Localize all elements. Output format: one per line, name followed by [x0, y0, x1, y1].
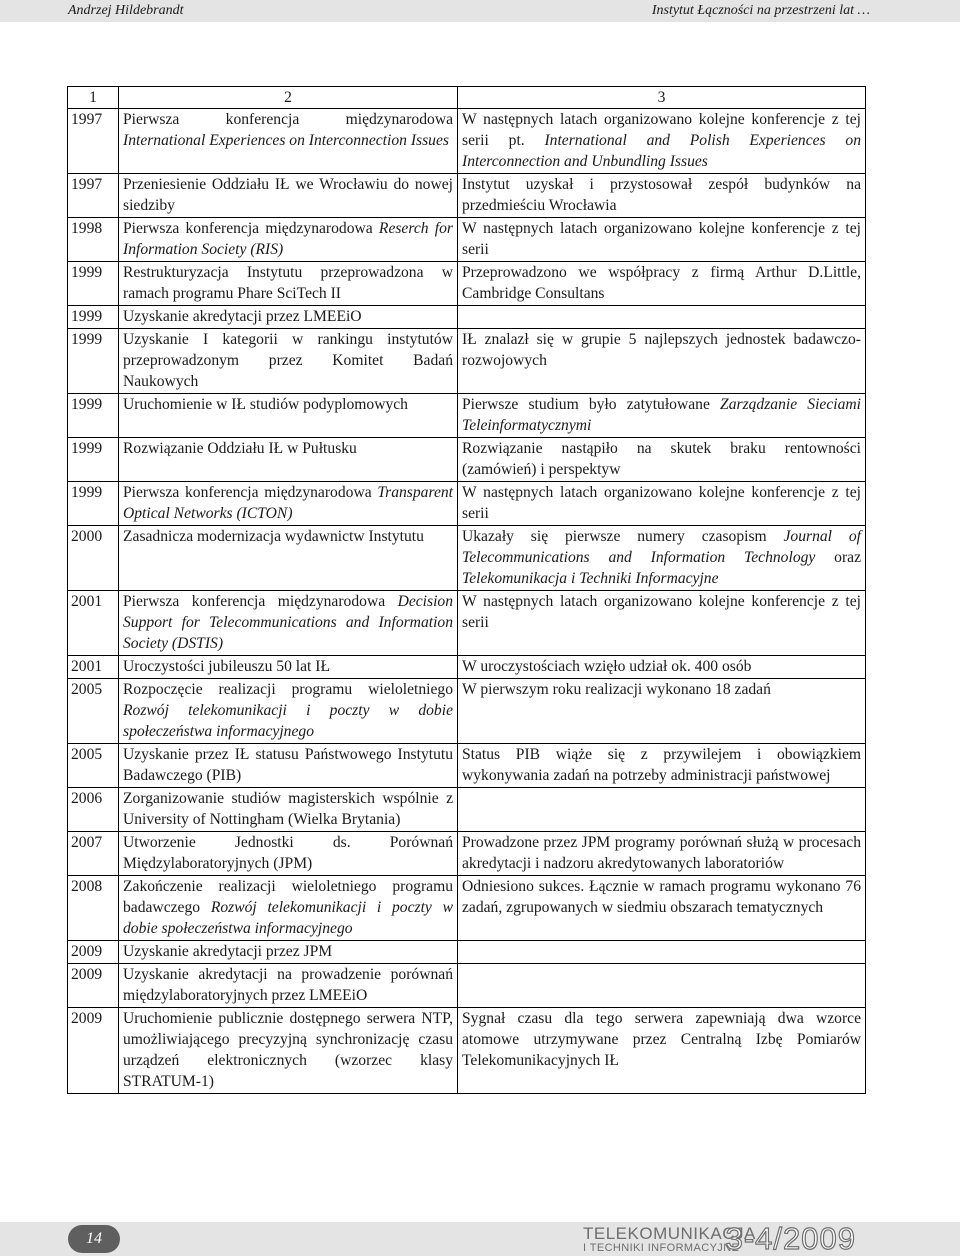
row-remark: W następnych latach organizowano kolejne konferencje z tej serii	[458, 218, 866, 262]
table-row	[68, 876, 866, 941]
row-remark	[458, 306, 866, 329]
row-event: Utworzenie Jednostki ds. Porównań Międzylaboratoryjnych (JPM)	[119, 832, 458, 876]
row-remark: Instytut uzyskał i przystosował zespół budynków na przedmieściu Wrocławia	[458, 174, 866, 218]
row-event: Pierwsza konferencja międzynarodowa Reserch for Information Society (RIS)	[119, 218, 458, 262]
row-remark: Odniesiono sukces. Łącznie w ramach programu wykonano 76 zadań, zgrupowanych w siedmiu obszarach tematycznych	[458, 876, 866, 941]
row-year: 1998	[68, 218, 119, 262]
page-footer	[0, 1222, 960, 1256]
row-year: 2005	[68, 744, 119, 788]
row-event: Uzyskanie I kategorii w rankingu instytutów przeprowadzonym przez Komitet Badań Naukowych	[119, 329, 458, 394]
row-year: 2000	[68, 526, 119, 591]
column-header-event: 2	[119, 87, 458, 109]
row-year: 2006	[68, 788, 119, 832]
row-remark: W następnych latach organizowano kolejne konferencje z tej serii pt. International and Polish Experiences on Interconnection and Unbundling Issues	[458, 109, 866, 174]
row-event: Uzyskanie akredytacji przez LMEEiO	[119, 306, 458, 329]
row-event: Pierwsza konferencja międzynarodowa International Experiences on Interconnection Issues	[119, 109, 458, 174]
row-event: Pierwsza konferencja międzynarodowa Decision Support for Telecommunications and Information Society (DSTIS)	[119, 591, 458, 656]
table-row	[68, 679, 866, 744]
table-row	[68, 394, 866, 438]
chronology-table	[67, 86, 866, 1094]
row-remark: Przeprowadzono we współpracy z firmą Arthur D.Little, Cambridge Consultans	[458, 262, 866, 306]
row-event: Zasadnicza modernizacja wydawnictw Instytutu	[119, 526, 458, 591]
column-header-remark: 3	[458, 87, 866, 109]
row-year: 1999	[68, 306, 119, 329]
row-event: Uzyskanie akredytacji przez JPM	[119, 941, 458, 964]
table-body	[68, 109, 866, 1094]
table-row	[68, 656, 866, 679]
row-event: Zorganizowanie studiów magisterskich wspólnie z University of Nottingham (Wielka Brytania)	[119, 788, 458, 832]
row-remark: Ukazały się pierwsze numery czasopism Journal of Telecommunications and Information Technology oraz Telekomunikacja i Techniki Informacyjne	[458, 526, 866, 591]
row-year: 1997	[68, 109, 119, 174]
row-year: 2001	[68, 591, 119, 656]
table-row	[68, 482, 866, 526]
row-remark: W pierwszym roku realizacji wykonano 18 zadań	[458, 679, 866, 744]
row-event: Uzyskanie przez IŁ statusu Państwowego Instytutu Badawczego (PIB)	[119, 744, 458, 788]
table-row	[68, 262, 866, 306]
row-remark: Pierwsze studium było zatytułowane Zarządzanie Sieciami Teleinformatycznymi	[458, 394, 866, 438]
row-year: 1999	[68, 438, 119, 482]
row-year: 2009	[68, 1008, 119, 1094]
row-year: 2009	[68, 941, 119, 964]
row-event: Uroczystości jubileuszu 50 lat IŁ	[119, 656, 458, 679]
row-year: 1997	[68, 174, 119, 218]
table-row	[68, 329, 866, 394]
row-event: Uruchomienie publicznie dostępnego serwera NTP, umożliwiającego precyzyjną synchronizację czasu urządzeń elektronicznych (wzorzec klasy STRATUM-1)	[119, 1008, 458, 1094]
table-row	[68, 832, 866, 876]
row-event: Przeniesienie Oddziału IŁ we Wrocławiu do nowej siedziby	[119, 174, 458, 218]
table-row	[68, 964, 866, 1008]
row-remark: W uroczystościach wzięło udział ok. 400 osób	[458, 656, 866, 679]
row-remark	[458, 941, 866, 964]
table-row	[68, 788, 866, 832]
page-number: 14	[68, 1225, 120, 1253]
row-event: Rozpoczęcie realizacji programu wieloletniego Rozwój telekomunikacji i poczty w dobie społeczeństwa informacyjnego	[119, 679, 458, 744]
row-remark: Status PIB wiąże się z przywilejem i obowiązkiem wykonywania zadań na potrzeby administracji państwowej	[458, 744, 866, 788]
row-year: 2001	[68, 656, 119, 679]
row-remark: IŁ znalazł się w grupie 5 najlepszych jednostek badawczo-rozwojowych	[458, 329, 866, 394]
row-remark: Sygnał czasu dla tego serwera zapewniają dwa wzorce atomowe utrzymywane przez Centralną Izbę Pomiarów Telekomunikacyjnych IŁ	[458, 1008, 866, 1094]
table-row	[68, 306, 866, 329]
row-remark: W następnych latach organizowano kolejne konferencje z tej serii	[458, 591, 866, 656]
row-year: 2005	[68, 679, 119, 744]
row-year: 1999	[68, 329, 119, 394]
row-remark	[458, 788, 866, 832]
row-year: 2007	[68, 832, 119, 876]
table-row	[68, 438, 866, 482]
row-remark: Prowadzone przez JPM programy porównań służą w procesach akredytacji i nadzoru akredytowanych laboratoriów	[458, 832, 866, 876]
issue-number: 3-4/2009	[725, 1221, 856, 1256]
table-row	[68, 941, 866, 964]
row-year: 2008	[68, 876, 119, 941]
table-row	[68, 1008, 866, 1094]
table-row	[68, 526, 866, 591]
table-row	[68, 109, 866, 174]
row-year: 2009	[68, 964, 119, 1008]
table-row	[68, 218, 866, 262]
row-event: Restrukturyzacja Instytutu przeprowadzona w ramach programu Phare SciTech II	[119, 262, 458, 306]
running-head	[0, 0, 960, 22]
header-title: Instytut Łączności na przestrzeni lat …	[651, 3, 870, 18]
row-event: Pierwsza konferencja międzynarodowa Transparent Optical Networks (ICTON)	[119, 482, 458, 526]
journal-name-line2: I TECHNIKI INFORMACYJNE	[583, 1242, 740, 1254]
row-event: Uzyskanie akredytacji na prowadzenie porównań międzylaboratoryjnych przez LMEEiO	[119, 964, 458, 1008]
header-author: Andrzej Hildebrandt	[68, 3, 184, 18]
table-header-row	[68, 87, 866, 109]
table-row	[68, 174, 866, 218]
row-event: Uruchomienie w IŁ studiów podyplomowych	[119, 394, 458, 438]
journal-name-line1: TELEKOMUNIKACJA	[583, 1224, 756, 1243]
column-header-year: 1	[68, 87, 119, 109]
row-year: 1999	[68, 262, 119, 306]
row-remark: Rozwiązanie nastąpiło na skutek braku rentowności (zamówień) i perspektyw	[458, 438, 866, 482]
row-year: 1999	[68, 482, 119, 526]
row-year: 1999	[68, 394, 119, 438]
table-row	[68, 591, 866, 656]
row-remark: W następnych latach organizowano kolejne konferencje z tej serii	[458, 482, 866, 526]
table-row	[68, 744, 866, 788]
row-event: Rozwiązanie Oddziału IŁ w Pułtusku	[119, 438, 458, 482]
row-remark	[458, 964, 866, 1008]
row-event: Zakończenie realizacji wieloletniego programu badawczego Rozwój telekomunikacji i poczty w dobie społeczeństwa informacyjnego	[119, 876, 458, 941]
